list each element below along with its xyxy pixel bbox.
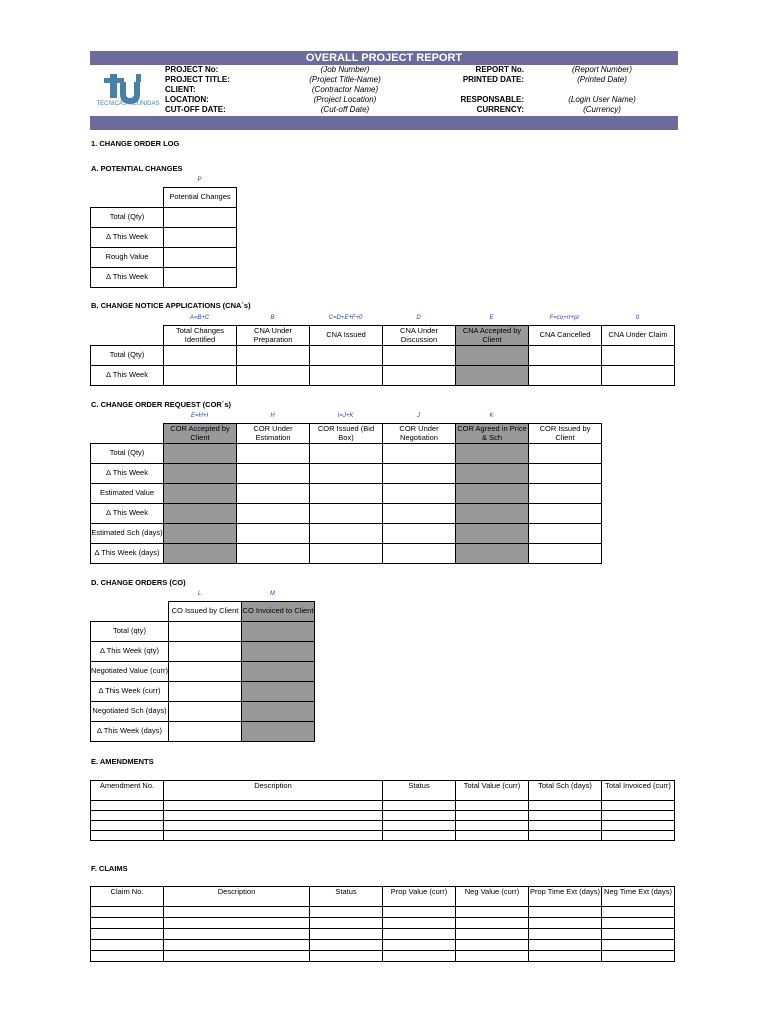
column-header: CNA Under Discussion — [383, 326, 456, 346]
column-header: Status — [383, 781, 456, 801]
data-cell[interactable] — [168, 682, 241, 702]
data-cell[interactable] — [164, 366, 237, 386]
column-header: CNA Issued — [310, 326, 383, 346]
formula-label: A=B+C — [189, 315, 210, 321]
data-cell[interactable] — [383, 346, 456, 366]
data-cell[interactable] — [383, 504, 456, 524]
data-cell[interactable] — [529, 940, 602, 951]
data-cell[interactable] — [383, 940, 456, 951]
row-label: Rough Value — [91, 248, 164, 268]
formula-label: C=D+E+F+0 — [328, 315, 363, 321]
row-label: Δ This Week — [91, 268, 164, 288]
column-header: Potential Changes — [164, 188, 237, 208]
row-label: Δ This Week — [91, 366, 164, 386]
table-row — [91, 484, 602, 504]
formula-label: J — [417, 413, 420, 419]
data-cell[interactable] — [310, 346, 383, 366]
data-cell[interactable] — [383, 811, 456, 821]
data-cell[interactable] — [164, 821, 383, 831]
section-f-title: F. CLAIMS — [91, 864, 128, 873]
row-label: Total (Qty) — [91, 208, 164, 228]
formula-label: K — [489, 413, 494, 419]
table-row — [91, 702, 315, 722]
data-cell[interactable] — [310, 444, 383, 464]
formula-label: E=H+I — [190, 413, 208, 419]
data-cell[interactable] — [383, 524, 456, 544]
table-row — [91, 544, 602, 564]
data-cell[interactable] — [383, 366, 456, 386]
formula-label: L — [197, 591, 202, 597]
formula-label: B — [270, 315, 275, 321]
data-cell[interactable] — [529, 811, 602, 821]
data-cell[interactable] — [602, 929, 675, 940]
data-cell[interactable] — [602, 821, 675, 831]
report-title: OVERALL PROJECT REPORT — [90, 51, 678, 65]
data-cell[interactable] — [310, 544, 383, 564]
column-header: CO Issued by Client — [168, 602, 241, 622]
data-cell[interactable] — [529, 907, 602, 918]
header-row — [91, 188, 237, 208]
formula-label: P — [197, 177, 202, 183]
row-label: Δ This Week — [91, 504, 164, 524]
column-header: COR Agreed in Price & Sch — [457, 424, 527, 442]
data-cell[interactable] — [529, 346, 602, 366]
header-label: PROJECT No: — [165, 65, 219, 74]
data-cell[interactable] — [91, 801, 164, 811]
data-cell[interactable] — [602, 907, 675, 918]
data-cell[interactable] — [164, 346, 237, 366]
column-header: CNA Cancelled — [529, 326, 602, 346]
sectionE-table — [90, 780, 675, 841]
data-cell — [164, 444, 237, 464]
data-cell — [164, 524, 237, 544]
column-header: COR Under Estimation — [237, 424, 310, 444]
data-cell[interactable] — [383, 831, 456, 841]
formula-label: D — [416, 315, 421, 321]
data-cell[interactable] — [237, 524, 310, 544]
table-row — [91, 682, 315, 702]
table-row — [91, 208, 237, 228]
data-cell[interactable] — [383, 444, 456, 464]
section-b-title: B. CHANGE NOTICE APPLICATIONS (CNA´s) — [91, 301, 251, 310]
data-cell[interactable] — [310, 907, 383, 918]
data-cell[interactable] — [91, 940, 164, 951]
header-row — [91, 602, 315, 622]
column-header: Status — [310, 887, 383, 907]
corner-cell — [91, 424, 164, 444]
header-value: (Project Location) — [313, 95, 377, 104]
table-row — [91, 801, 675, 811]
data-cell — [241, 622, 314, 642]
logo-text: TECNICAS REUNIDAS — [96, 101, 160, 107]
column-header: COR Under Negotiation — [383, 424, 456, 444]
data-cell[interactable] — [168, 702, 241, 722]
data-cell[interactable] — [237, 484, 310, 504]
header-label: CUT-OFF DATE: — [165, 105, 226, 114]
data-cell[interactable] — [168, 722, 241, 742]
table-row — [91, 907, 675, 918]
data-cell[interactable] — [164, 831, 383, 841]
column-header: COR Accepted by Client — [164, 424, 237, 444]
corner-cell — [91, 188, 164, 208]
row-label: Estimated Sch (days) — [91, 524, 164, 544]
column-header: Total Changes Identified — [164, 326, 237, 346]
formula-label: I=J+K — [337, 413, 354, 419]
data-cell — [241, 682, 314, 702]
table-row — [91, 940, 675, 951]
header-label: CURRENCY: — [476, 105, 524, 114]
data-cell[interactable] — [456, 918, 529, 929]
table-row — [91, 662, 315, 682]
data-cell — [241, 702, 314, 722]
data-cell[interactable] — [602, 811, 675, 821]
data-cell — [164, 484, 237, 504]
table-row — [91, 831, 675, 841]
column-header: Claim No. — [91, 887, 164, 907]
table-row — [91, 929, 675, 940]
data-cell[interactable] — [164, 801, 383, 811]
header-row — [91, 326, 675, 346]
data-cell[interactable] — [164, 208, 237, 228]
row-label: Negotiated Sch (days) — [91, 702, 169, 722]
data-cell[interactable] — [168, 642, 241, 662]
data-cell[interactable] — [529, 929, 602, 940]
column-header: CNA Under Claim — [602, 326, 675, 346]
data-cell[interactable] — [529, 484, 602, 504]
data-cell[interactable] — [310, 918, 383, 929]
sectionF-table — [90, 886, 675, 962]
column-header: Total Value (curr) — [456, 781, 529, 801]
data-cell[interactable] — [602, 346, 675, 366]
header-label: REPORT No. — [475, 65, 524, 74]
data-cell[interactable] — [164, 951, 310, 962]
formula-label: E — [489, 315, 494, 321]
table-row — [91, 504, 602, 524]
table-row — [91, 622, 315, 642]
data-cell[interactable] — [91, 831, 164, 841]
data-cell[interactable] — [383, 918, 456, 929]
data-cell[interactable] — [310, 464, 383, 484]
data-cell[interactable] — [91, 951, 164, 962]
data-cell[interactable] — [602, 940, 675, 951]
column-header: Amendment No. — [91, 781, 164, 801]
data-cell[interactable] — [602, 801, 675, 811]
table-row — [91, 722, 315, 742]
row-label: Total (qty) — [91, 622, 169, 642]
data-cell — [456, 346, 529, 366]
header-divider-bar — [90, 116, 678, 130]
data-cell[interactable] — [529, 801, 602, 811]
column-header: Neg Value (curr) — [456, 887, 529, 907]
data-cell[interactable] — [456, 929, 529, 940]
header-value: (Report Number) — [571, 65, 632, 74]
table-row — [91, 524, 602, 544]
data-cell[interactable] — [529, 918, 602, 929]
header-label: PRINTED DATE: — [462, 75, 524, 84]
data-cell[interactable] — [237, 366, 310, 386]
header-row — [91, 887, 675, 907]
data-cell — [456, 484, 529, 504]
data-cell[interactable] — [383, 929, 456, 940]
column-header: CO Invoiced to Client — [241, 602, 314, 622]
header-row — [91, 424, 602, 444]
data-cell[interactable] — [164, 268, 237, 288]
data-cell[interactable] — [237, 346, 310, 366]
data-cell[interactable] — [383, 821, 456, 831]
header-value: (Contractor Name) — [311, 85, 379, 94]
table-row — [91, 951, 675, 962]
data-cell[interactable] — [529, 366, 602, 386]
column-header: CNA Accepted by Client — [456, 326, 529, 346]
data-cell[interactable] — [164, 907, 310, 918]
table-row — [91, 268, 237, 288]
data-cell[interactable] — [164, 940, 310, 951]
data-cell[interactable] — [383, 907, 456, 918]
header-label: PROJECT TITLE: — [165, 75, 230, 84]
data-cell — [456, 366, 529, 386]
data-cell — [456, 504, 529, 524]
data-cell[interactable] — [456, 801, 529, 811]
data-cell[interactable] — [383, 544, 456, 564]
column-header: Prop Time Ext (days) — [529, 887, 602, 907]
table-row — [91, 366, 675, 386]
column-header: Total Sch (days) — [529, 781, 602, 801]
data-cell[interactable] — [529, 524, 602, 544]
data-cell[interactable] — [602, 831, 675, 841]
data-cell — [456, 524, 529, 544]
data-cell[interactable] — [529, 821, 602, 831]
corner-cell — [91, 602, 169, 622]
data-cell[interactable] — [164, 811, 383, 821]
corner-cell — [91, 326, 164, 346]
data-cell[interactable] — [456, 940, 529, 951]
data-cell[interactable] — [383, 464, 456, 484]
data-cell[interactable] — [602, 951, 675, 962]
section-a-title: A. POTENTIAL CHANGES — [91, 164, 183, 173]
data-cell[interactable] — [529, 504, 602, 524]
data-cell[interactable] — [383, 801, 456, 811]
data-cell[interactable] — [168, 622, 241, 642]
data-cell[interactable] — [164, 929, 310, 940]
data-cell[interactable] — [456, 907, 529, 918]
data-cell — [456, 464, 529, 484]
row-label: Estimated Value — [91, 484, 164, 504]
table-row — [91, 811, 675, 821]
table-row — [91, 464, 602, 484]
data-cell — [241, 662, 314, 682]
data-cell[interactable] — [91, 918, 164, 929]
header-label: RESPONSABLE: — [460, 95, 524, 104]
formula-label: 0 — [635, 315, 640, 321]
sectionD-table — [90, 601, 315, 742]
data-cell[interactable] — [310, 929, 383, 940]
data-cell[interactable] — [456, 821, 529, 831]
data-cell[interactable] — [237, 444, 310, 464]
header-value: (Currency) — [583, 105, 621, 114]
row-label: Δ This Week (curr) — [91, 682, 169, 702]
row-label: Negotiated Value (curr) — [91, 662, 169, 682]
data-cell[interactable] — [529, 444, 602, 464]
data-cell[interactable] — [164, 918, 310, 929]
header-value: (Cut-off Date) — [320, 105, 370, 114]
formula-label: F=co+rr+pr — [549, 315, 580, 321]
header-value: (Project Title-Name) — [309, 75, 381, 84]
table-row — [91, 821, 675, 831]
data-cell[interactable] — [529, 544, 602, 564]
row-label: Total (Qty) — [91, 346, 164, 366]
data-cell — [164, 464, 237, 484]
data-cell[interactable] — [602, 918, 675, 929]
table-row — [91, 228, 237, 248]
data-cell[interactable] — [310, 524, 383, 544]
column-header: CNA Under Preparation — [237, 326, 310, 346]
data-cell[interactable] — [310, 366, 383, 386]
section-c-title: C. CHANGE ORDER REQUEST (COR´s) — [91, 400, 232, 409]
row-label: Δ This Week (qty) — [91, 642, 169, 662]
formula-label: H — [270, 413, 275, 419]
data-cell[interactable] — [237, 504, 310, 524]
data-cell[interactable] — [164, 228, 237, 248]
column-header: COR Issued (Bid Box) — [310, 424, 383, 444]
table-row — [91, 444, 602, 464]
header-value: (Job Number) — [320, 65, 370, 74]
data-cell[interactable] — [310, 484, 383, 504]
data-cell[interactable] — [168, 662, 241, 682]
data-cell[interactable] — [91, 811, 164, 821]
row-label: Δ This Week (days) — [91, 544, 164, 564]
data-cell[interactable] — [529, 951, 602, 962]
data-cell[interactable] — [383, 484, 456, 504]
table-row — [91, 642, 315, 662]
data-cell[interactable] — [310, 951, 383, 962]
section-e-title: E. AMENDMENTS — [91, 757, 154, 766]
header-label: LOCATION: — [165, 95, 209, 104]
data-cell[interactable] — [91, 907, 164, 918]
column-header: Prop Value (curr) — [383, 887, 456, 907]
row-label: Δ This Week (days) — [91, 722, 169, 742]
data-cell[interactable] — [456, 811, 529, 821]
data-cell[interactable] — [529, 831, 602, 841]
data-cell[interactable] — [164, 248, 237, 268]
data-cell[interactable] — [456, 831, 529, 841]
header-value: (Printed Date) — [577, 75, 627, 84]
data-cell[interactable] — [456, 951, 529, 962]
section-d-title: D. CHANGE ORDERS (CO) — [91, 578, 186, 587]
row-label: Δ This Week — [91, 464, 164, 484]
sectionC-table — [90, 423, 602, 564]
header-row — [91, 781, 675, 801]
data-cell[interactable] — [529, 464, 602, 484]
table-row — [91, 248, 237, 268]
table-row — [91, 918, 675, 929]
sectionA-table — [90, 187, 237, 288]
data-cell — [241, 722, 314, 742]
column-header: Description — [164, 887, 310, 907]
row-label: Total (Qty) — [91, 444, 164, 464]
data-cell[interactable] — [383, 951, 456, 962]
data-cell — [456, 544, 529, 564]
header-label: CLIENT: — [165, 85, 196, 94]
data-cell[interactable] — [237, 464, 310, 484]
data-cell — [164, 504, 237, 524]
row-label: Δ This Week — [91, 228, 164, 248]
column-header: Total Invoiced (curr) — [602, 781, 675, 801]
section-1-title: 1. CHANGE ORDER LOG — [91, 139, 180, 148]
data-cell[interactable] — [91, 929, 164, 940]
data-cell[interactable] — [310, 504, 383, 524]
company-logo — [92, 70, 164, 112]
data-cell[interactable] — [237, 544, 310, 564]
data-cell — [241, 642, 314, 662]
column-header: COR Issued by Client — [529, 424, 602, 444]
formula-label: M — [270, 591, 275, 597]
data-cell[interactable] — [602, 366, 675, 386]
table-row — [91, 346, 675, 366]
data-cell[interactable] — [91, 821, 164, 831]
column-header: Description — [164, 781, 383, 801]
data-cell — [456, 444, 529, 464]
data-cell — [164, 544, 237, 564]
header-value: (Login User Name) — [568, 95, 636, 104]
sectionB-table — [90, 325, 675, 386]
column-header: Neg Time Ext (days) — [602, 887, 675, 907]
data-cell[interactable] — [310, 940, 383, 951]
